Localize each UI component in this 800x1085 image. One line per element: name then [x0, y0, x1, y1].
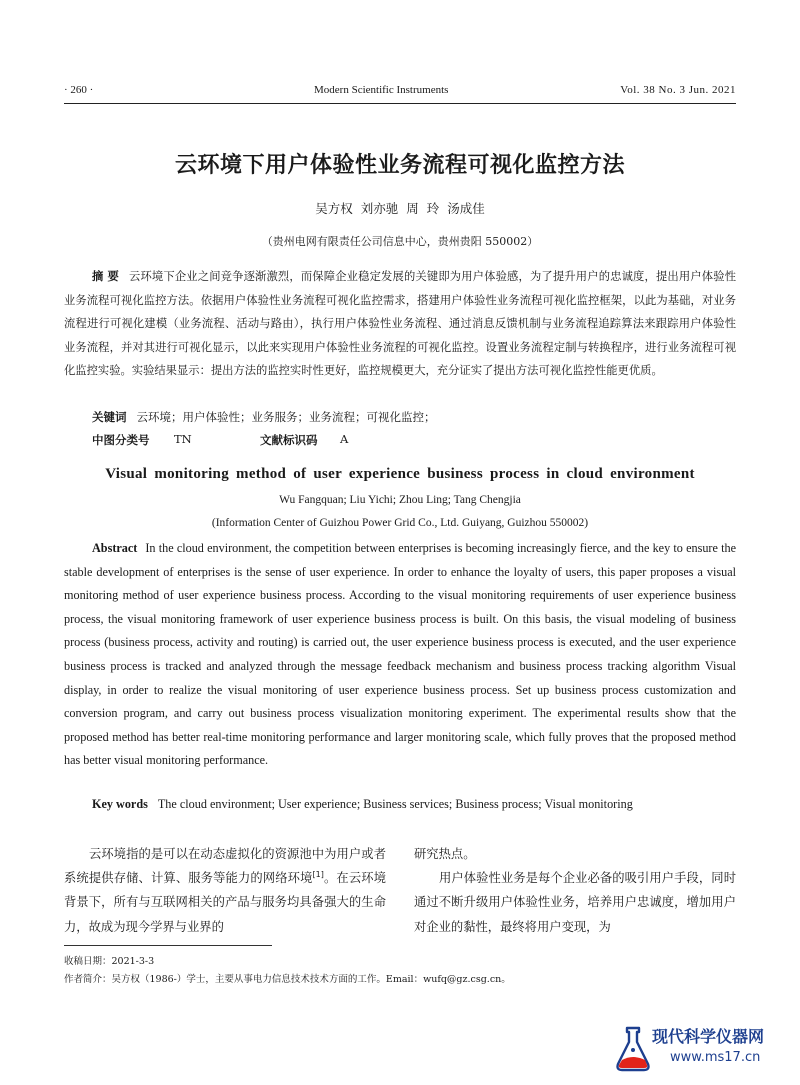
- abstract-en-label: Abstract: [92, 541, 138, 555]
- abstract-cn-label: 摘 要: [92, 270, 120, 283]
- body-column-left: [64, 842, 386, 939]
- page-number: · 260 ·: [64, 84, 94, 96]
- body-paragraph: [64, 842, 386, 939]
- running-header: [64, 84, 736, 102]
- body-column-right: [414, 842, 736, 939]
- header-rule: [64, 103, 736, 104]
- keywords-cn: [92, 409, 732, 425]
- body-text: 。在云环境背景下，所有与互联网相关的产品与服务均具备强大的生命力，故成为现今学界与业界的: [64, 871, 386, 934]
- paper-title-cn: 云环境下用户体验性业务流程可视化监控方法: [174, 153, 625, 178]
- authors-cn: 吴方权 刘亦驰 周 玲 汤成佳: [315, 201, 485, 216]
- watermark-logo: [612, 1022, 798, 1080]
- volume-info: Vol. 38 No. 3 Jun. 2021: [620, 84, 736, 96]
- body-text: 云环境指的是可以在动态虚拟化的资源池中为用户或者系统提供存储、计算、服务等能力的网络环境: [64, 847, 386, 886]
- body-paragraph: 研究热点。: [414, 847, 476, 861]
- classification-row: [92, 432, 732, 450]
- journal-name: Modern Scientific Instruments: [314, 84, 449, 96]
- keywords-en-text: The cloud environment; User experience; Business services; Business process; Visual monitoring: [157, 797, 633, 811]
- citation-ref: [1]: [312, 870, 324, 880]
- affiliation-en: (Information Center of Guizhou Power Grid Co., Ltd. Guiyang, Guizhou 550002): [211, 517, 589, 529]
- abstract-en: [64, 537, 736, 773]
- footnote-author: 作者简介：吴方权（1986-）学士，主要从事电力信息技术技术方面的工作。Email：wufq@gz.csg.cn。: [64, 974, 511, 985]
- abstract-cn-text: 云环境下企业之间竞争逐渐激烈，而保障企业稳定发展的关键即为用户体验感，为了提升用户的忠诚度，提出用户体验性业务流程可视化监控方法。依据用户体验性业务流程可视化监控需求，搭建用户体验性业务流程可视化监控框架，以此为基础，对业务流程进行可视化建模（业务流程、活动与路由），执行用户体验性业务流程、通过消息反馈机制与业务流程追踪算法来跟踪用户体验性业务流程，并对其进行可视化显示，以此来实现用户体验性业务流程的可视化监控。设置业务流程定制与转换程序，进行业务流程可视化监控实验。实验结果显示：提出方法的监控实时性更好，监控规模更大，充分证实了提出方法可视化监控性能更优质。: [64, 270, 736, 378]
- abstract-en-text: In the cloud environment, the competition between enterprises is becoming increasingly fierce, and the key to ensure the stable development of enterprises is the sense of user experience. In order to enhance the loyalty of users, this paper proposes a visual monitoring method of user experience business process. According to the visual monitoring requirements of user experience business process, the visual monitoring framework of user experience business process is built. On this basis, the visual modeling of business process (business process, activity and routing) is carried out, the user experience business process is executed, and the user experience business process is tracked and analyzed through the message feedback mechanism and business process tracking algorithm Visual display, in order to realize the visual monitoring of user experience business process. Set up business process customization and conversion program, and carry out business process visualization monitoring experiment. The experimental results show that the proposed method has better real-time monitoring performance and larger monitoring scale, which fully proves that the proposed method has better visual monitoring performance.: [64, 541, 736, 768]
- doc-code-label: 文献标识码: [260, 433, 318, 447]
- keywords-cn-label: 关键词: [92, 410, 127, 424]
- keywords-en: [92, 797, 732, 812]
- clc-label: 中图分类号: [92, 433, 150, 447]
- keywords-cn-text: 云环境；用户体验性；业务服务；业务流程；可视化监控；: [136, 410, 436, 424]
- clc-value: TN: [174, 432, 192, 446]
- affiliation-cn: （贵州电网有限责任公司信息中心，贵州贵阳 550002）: [261, 235, 539, 248]
- flask-icon: [612, 1024, 654, 1074]
- doc-code-value: A: [340, 432, 349, 446]
- keywords-en-label: Key words: [92, 797, 148, 811]
- footnote-received: 收稿日期：2021-3-3: [64, 956, 155, 967]
- abstract-cn: [64, 265, 736, 383]
- footnote-rule: [64, 945, 272, 946]
- paper-title-en: Visual monitoring method of user experience business process in cloud environment: [105, 466, 695, 482]
- authors-en: Wu Fangquan; Liu Yichi; Zhou Ling; Tang Chengjia: [279, 494, 521, 506]
- body-paragraph: 用户体验性业务是每个企业必备的吸引用户手段，同时通过不断升级用户体验性业务，培养用户忠诚度，增加用户对企业的黏性，最终将用户变现，为: [414, 871, 736, 934]
- watermark-site-name: 现代科学仪器网: [652, 1027, 765, 1046]
- watermark-url: www.ms17.cn: [670, 1050, 761, 1065]
